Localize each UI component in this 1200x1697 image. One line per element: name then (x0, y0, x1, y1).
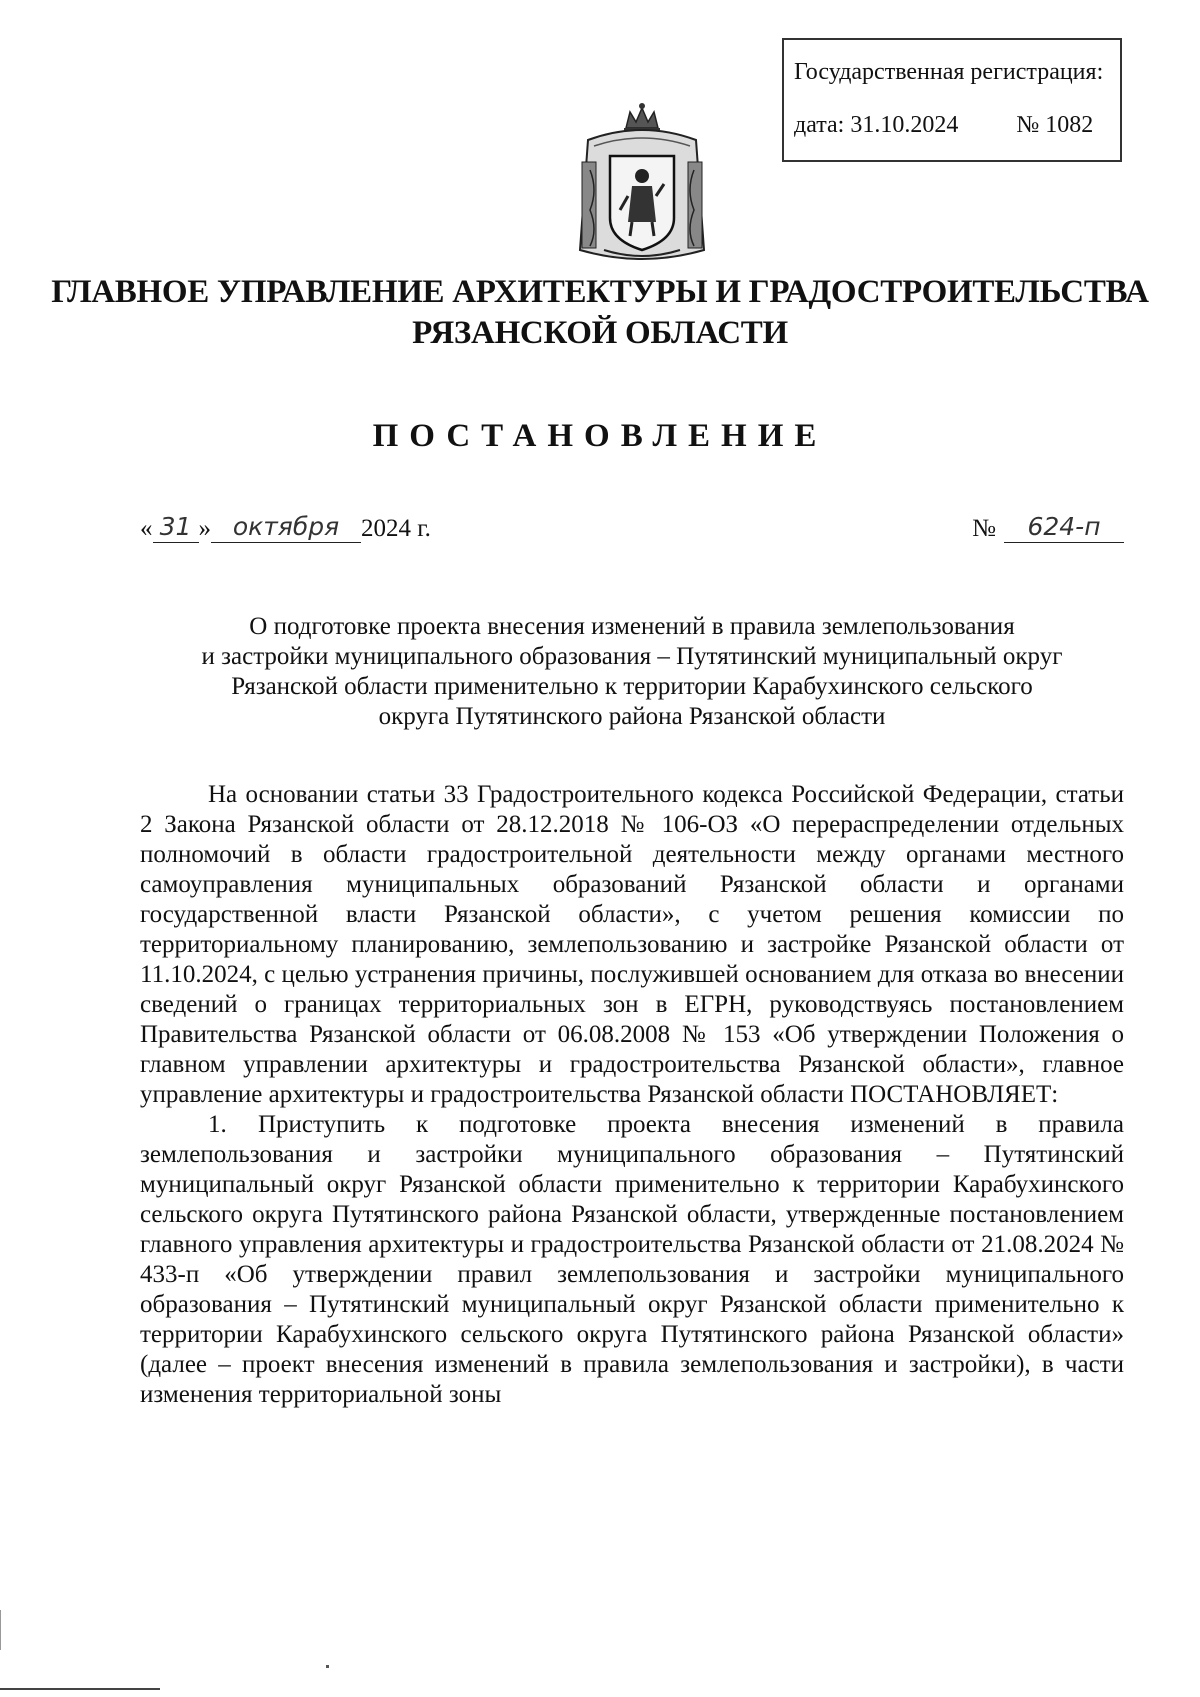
scan-edge-mark (0, 1610, 1, 1650)
coat-of-arms-icon (568, 100, 716, 270)
state-registration-box (782, 38, 1122, 162)
registration-number: № 1082 (1016, 111, 1094, 138)
decree-number (972, 512, 1124, 543)
scan-dot-mark (326, 1665, 329, 1668)
decree-body (140, 780, 1124, 1410)
document-type-title: ПОСТАНОВЛЕНИЕ (372, 418, 828, 454)
date-number-line (140, 512, 1124, 556)
organization-name (0, 272, 1200, 354)
item-1-text: Приступить к подготовке проекта внесения изменений в правила землепользования и застройки муниципального образования – Путятинский муниципальный округ Рязанской области применительно к территории Карабухинского сельского округа Путятинского района Рязанской области, утвержденные постановлением главного управления архитектуры и градостроительства Рязанской области от 21.08.2024 № 433-п «Об утверждении правил землепользования и застройки муниципального образования – Путятинский муниципальный округ Рязанской области применительно к территории Карабухинского сельского округа Путятинского района Рязанской области» (далее – проект внесения изменений в правила землепользования и застройки), в части изменения территориальной зоны (140, 1111, 1124, 1408)
decree-subject (140, 612, 1124, 732)
organization-line-2: РЯЗАНСКОЙ ОБЛАСТИ (412, 315, 788, 351)
date-year: 2024 г. (361, 515, 431, 542)
bottom-rule (0, 1688, 160, 1690)
item-1-paragraph (140, 1110, 1124, 1410)
item-1-number: 1. (208, 1111, 227, 1138)
preamble-paragraph: На основании статьи 33 Градостроительного кодекса Российской Федерации, статьи 2 Закона Рязанской области от 28.12.2018 № 106-ОЗ «О перераспределении отдельных полномочий в области градостроительной деятельности между органами местного самоуправления муниципальных образований Рязанской области и органами государственной власти Рязанской области», с учетом решения комиссии по территориальному планированию, землепользованию и застройке Рязанской области от 11.10.2024, с целью устранения причины, послужившей основанием для отказа во внесении сведений о границах территориальных зон в ЕГРН, руководствуясь постановлением Правительства Рязанской области от 06.08.2008 № 153 «Об утверждении Положения о главном управлении архитектуры и градостроительства Рязанской области», главное управление архитектуры и градостроительства Рязанской области ПОСТАНОВЛЯЕТ: (140, 781, 1124, 1108)
date-open-quote: « (140, 515, 153, 542)
registration-date: дата: 31.10.2024 (794, 111, 959, 138)
organization-line-1: ГЛАВНОЕ УПРАВЛЕНИЕ АРХИТЕКТУРЫ И ГРАДОСТРОИТЕЛЬСТВА (51, 274, 1149, 310)
subject-line: округа Путятинского района Рязанской области (378, 703, 886, 730)
subject-line: Рязанской области применительно к территории Карабухинского сельского (231, 673, 1033, 700)
number-value: 624-п (1004, 512, 1124, 543)
date-close-quote: » (198, 515, 211, 542)
date-day: 31 (153, 512, 199, 543)
number-label: № (972, 515, 996, 542)
subject-line: и застройки муниципального образования – Путятинский муниципальный округ (201, 643, 1063, 670)
decree-date (140, 512, 431, 543)
subject-line: О подготовке проекта внесения изменений в правила землепользования (249, 613, 1015, 640)
date-month: октября (211, 512, 361, 543)
registration-title: Государственная регистрация: (794, 59, 1104, 85)
